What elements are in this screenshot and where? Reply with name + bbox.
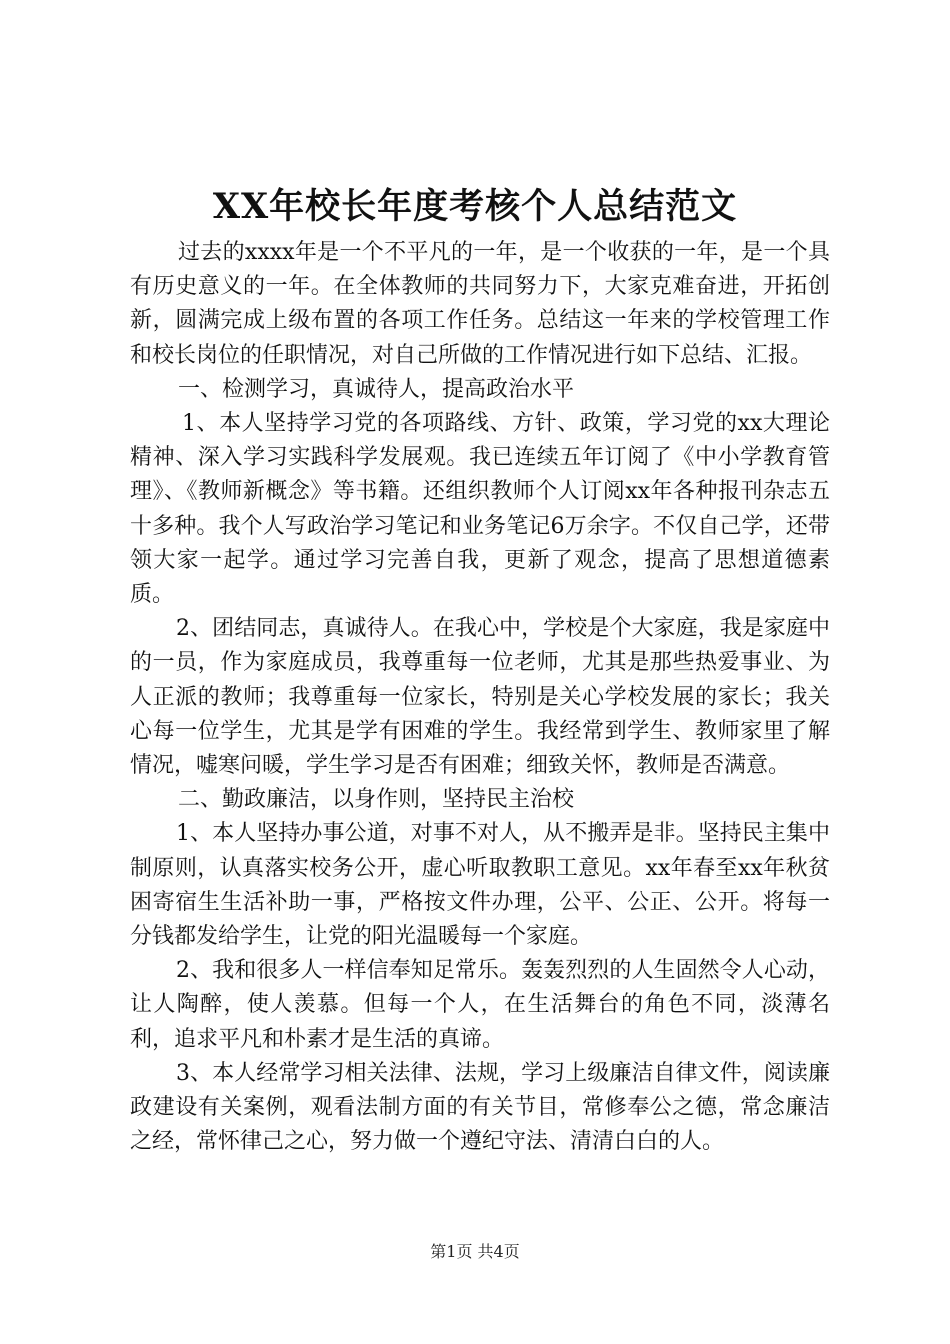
paragraph-1-2: 2、团结同志，真诚待人。在我心中，学校是个大家庭，我是家庭中的一员，作为家庭成员，我尊重每一位老师，尤其是那些热爱事业、为人正派的教师；我尊重每一位家长，特别是关心学校发展的家长；我关心每一位学生，尤其是学有困难的学生。我经常到学生、教师家里了解情况，嘘寒问暖，学生学习是否有困难；细致关怀，教师是否满意。 [130, 616, 830, 779]
paragraph-1-1: 1、本人坚持学习党的各项路线、方针、政策，学习党的xx大理论精神、深入学习实践科学发展观。我已连续五年订阅了《中小学教育管理》、《教师新概念》等书籍。还组织教师个人订阅xx年各种报刊杂志五十多种。我个人写政治学习笔记和业务笔记6万余字。不仅自己学，还带领大家一起学。通过学习完善自我，更新了观念，提高了思想道德素质。 [130, 411, 830, 608]
document-body [130, 236, 830, 1159]
paragraph-2-1: 1、本人坚持办事公道，对事不对人，从不搬弄是非。坚持民主集中制原则，认真落实校务公开，虚心听取教职工意见。xx年春至xx年秋贫困寄宿生生活补助一事，严格按文件办理，公平、公正、公开。将每一分钱都发给学生，让党的阳光温暖每一个家庭。 [130, 821, 830, 950]
paragraph-intro: 过去的xxxx年是一个不平凡的一年，是一个收获的一年，是一个具有历史意义的一年。在全体教师的共同努力下，大家克难奋进，开拓创新，圆满完成上级布置的各项工作任务。总结这一年来的学校管理工作和校长岗位的任职情况，对自己所做的工作情况进行如下总结、汇报。 [130, 240, 830, 368]
page-footer: 第1页 共4页 [430, 1242, 520, 1261]
paragraph-2-2: 2、我和很多人一样信奉知足常乐。轰轰烈烈的人生固然令人心动，让人陶醉，使人羡慕。但每一个人，在生活舞台的角色不同，淡薄名利，追求平凡和朴素才是生活的真谛。 [130, 958, 830, 1052]
document-title: XX年校长年度考核个人总结范文 [212, 186, 738, 227]
section-heading-1: 一、检测学习，真诚待人，提高政治水平 [178, 376, 575, 402]
section-heading-2: 二、勤政廉洁，以身作则，坚持民主治校 [178, 787, 575, 813]
paragraph-2-3: 3、本人经常学习相关法律、法规，学习上级廉洁自律文件，阅读廉政建设有关案例，观看法制方面的有关节目，常修奉公之德，常念廉洁之经，常怀律己之心，努力做一个遵纪守法、清清白白的人。 [130, 1060, 830, 1155]
